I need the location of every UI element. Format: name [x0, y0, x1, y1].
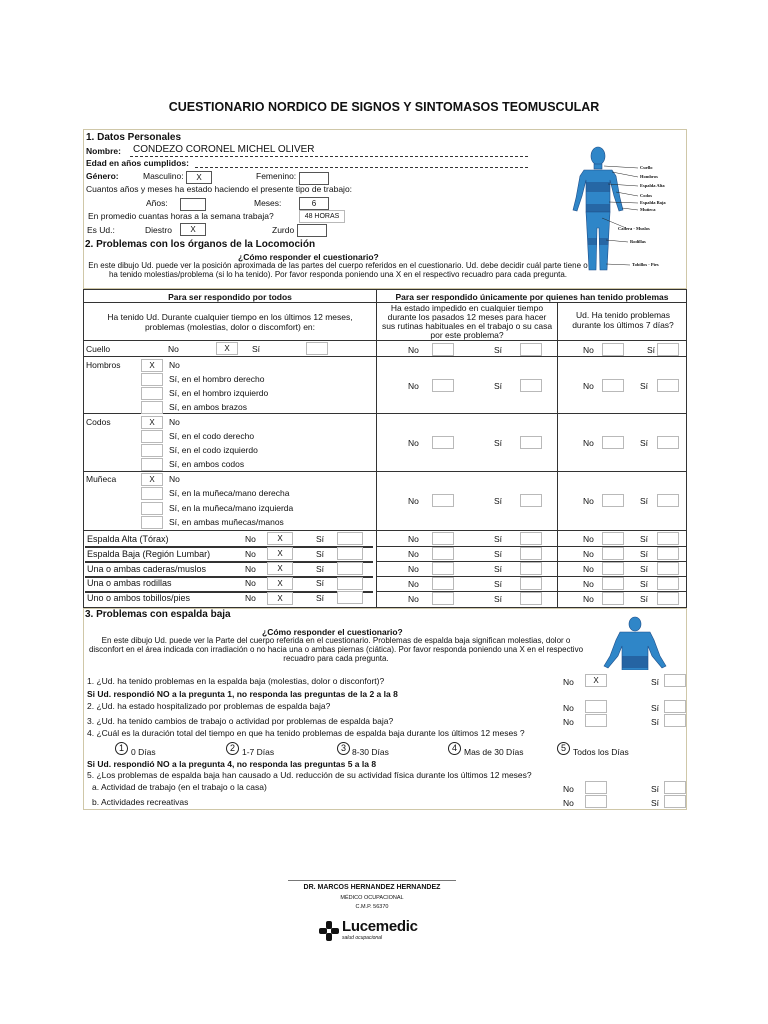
row-divider-cuello — [83, 356, 687, 357]
codos-imp-no-checkbox[interactable] — [432, 436, 454, 449]
q5a-no-checkbox[interactable] — [585, 781, 607, 794]
muneca-opt-3-label: Sí, en ambas muñecas/manos — [169, 517, 284, 527]
lower-back-figure-icon — [600, 616, 670, 670]
row-2-7d-no-label: No — [583, 564, 594, 574]
row-2-label: Una o ambas caderas/muslos — [87, 564, 207, 574]
muneca-opt-2-label: Sí, en la muñeca/mano izquierda — [169, 503, 294, 513]
muneca-imp-si-checkbox[interactable] — [520, 494, 542, 507]
edad-label: Edad en años cumplidos: — [86, 158, 189, 168]
hombros-label: Hombros — [86, 360, 121, 370]
q1-no-checkbox[interactable]: X — [585, 674, 607, 687]
muneca-opt-3-checkbox[interactable] — [141, 516, 163, 529]
cuello-si-checkbox[interactable] — [306, 342, 328, 355]
lucemedic-logo-text: Lucemedic — [342, 918, 418, 935]
lucemedic-logo-icon — [318, 920, 340, 942]
section3-how-title: ¿Cómo responder el cuestionario? — [262, 627, 403, 637]
codos-7d-si-checkbox[interactable] — [657, 436, 679, 449]
diestro-label: Diestro — [145, 225, 172, 235]
q5b-si-checkbox[interactable] — [664, 795, 686, 808]
row-2-no-label: No — [245, 564, 256, 574]
muneca-opt-0-checkbox[interactable]: X — [141, 473, 163, 486]
hombros-opt-2-label: Sí, en el hombro izquierdo — [169, 388, 269, 398]
row-3-7d-no-label: No — [583, 579, 594, 589]
q1-label: 1. ¿Ud. ha tenido problemas en la espalda baja (molestias, dolor o disconfort)? — [87, 676, 385, 686]
row-divider-muneca — [83, 530, 687, 531]
row-0-imp-si-checkbox[interactable] — [520, 532, 542, 545]
hombros-imp-no-checkbox[interactable] — [432, 379, 454, 392]
row-1-7d-no-checkbox[interactable] — [602, 547, 624, 560]
masculino-label: Masculino: — [143, 171, 184, 181]
section3-how-text: En este dibujo Ud. puede ver la Parte del cuerpo referida en el cuestionario. Problemas de espalda baja significan molestias, dolor o disconfort en el área indicada con irradiación o no hacia una o ambas piernas (ciática). Por favor responda poniendo una X en el respectivo recuadro para cada pregunta. — [88, 636, 584, 663]
row-0-7d-no-checkbox[interactable] — [602, 532, 624, 545]
subheader-divider — [83, 340, 687, 341]
duration-1-label: 0 Días — [131, 747, 156, 757]
nombre-value[interactable]: CONDEZO CORONEL MICHEL OLIVER — [133, 144, 315, 155]
row-1-no-label: No — [245, 549, 256, 559]
signature-role: MÉDICO OCUPACIONAL — [340, 895, 404, 901]
muneca-imp-no-label: No — [408, 496, 419, 506]
hombros-7d-si-label: Sí — [640, 381, 649, 391]
body-figure-icon — [560, 146, 682, 276]
codos-opt-2-checkbox[interactable] — [141, 444, 163, 457]
hombros-opt-3-checkbox[interactable] — [141, 401, 163, 414]
q3-si-checkbox[interactable] — [664, 714, 686, 727]
hombros-opt-0-label: No — [169, 360, 180, 370]
cuello-si-label: Sí — [252, 344, 261, 354]
row-4-7d-si-label: Sí — [640, 594, 649, 604]
row-0-no-checkbox[interactable]: X — [267, 532, 293, 545]
muneca-opt-1-label: Sí, en la muñeca/mano derecha — [169, 488, 290, 498]
duration-3-radio[interactable]: 3 — [337, 742, 350, 755]
hombros-opt-1-checkbox[interactable] — [141, 373, 163, 386]
col-header-all: Para ser respondido por todos — [168, 292, 292, 302]
row-2-si-checkbox[interactable] — [337, 562, 363, 575]
cuello-imp-no-checkbox[interactable] — [432, 343, 454, 356]
hombros-7d-no-label: No — [583, 381, 594, 391]
row-0-label: Espalda Alta (Tórax) — [87, 534, 169, 544]
q3-no-checkbox[interactable] — [585, 714, 607, 727]
duration-1-radio[interactable]: 1 — [115, 742, 128, 755]
signature-name: DR. MARCOS HERNANDEZ HERNANDEZ — [303, 884, 441, 891]
row-2-imp-no-checkbox[interactable] — [432, 562, 454, 575]
q1-si-checkbox[interactable] — [664, 674, 686, 687]
row-4-no-label: No — [245, 593, 256, 603]
row-0-si-checkbox[interactable] — [337, 532, 363, 545]
muneca-7d-no-checkbox[interactable] — [602, 494, 624, 507]
row-2-no-checkbox[interactable]: X — [267, 562, 293, 575]
duration-2-radio[interactable]: 2 — [226, 742, 239, 755]
horas-label: En promedio cuantas horas a la semana trabaja? — [88, 211, 274, 221]
row-4-7d-si-checkbox[interactable] — [657, 592, 679, 605]
section2-heading: 2. Problemas con los órganos de la Locomoción — [85, 239, 316, 250]
q5b-no-checkbox[interactable] — [585, 795, 607, 808]
cuello-7d-no-label: No — [583, 345, 594, 355]
duration-3-label: 8-30 Días — [352, 747, 389, 757]
row-0-7d-si-checkbox[interactable] — [657, 532, 679, 545]
duration-4-radio[interactable]: 4 — [448, 742, 461, 755]
cuello-imp-si-checkbox[interactable] — [520, 343, 542, 356]
row-1-si-checkbox[interactable] — [337, 547, 363, 560]
row-3-si-checkbox[interactable] — [337, 577, 363, 590]
codos-opt-1-checkbox[interactable] — [141, 430, 163, 443]
row-4-imp-si-checkbox[interactable] — [520, 592, 542, 605]
hombros-imp-si-checkbox[interactable] — [520, 379, 542, 392]
q5b-label: b. Actividades recreativas — [92, 797, 189, 807]
section3-heading: 3. Problemas con espalda baja — [85, 609, 231, 620]
row-0-7d-no-label: No — [583, 534, 594, 544]
duration-2-label: 1-7 Días — [242, 747, 275, 757]
row-4-imp-si-label: Sí — [494, 594, 503, 604]
row-2-7d-si-label: Sí — [640, 564, 649, 574]
row-1-imp-no-checkbox[interactable] — [432, 547, 454, 560]
header-divider — [83, 302, 687, 303]
row-3-imp-no-checkbox[interactable] — [432, 577, 454, 590]
femenino-label: Femenino: — [256, 171, 297, 181]
row-3-7d-si-label: Sí — [640, 579, 649, 589]
q5b-si-label: Sí — [651, 798, 660, 808]
row-0-underline — [85, 546, 373, 548]
section1-heading: 1. Datos Personales — [86, 132, 182, 143]
muneca-7d-si-checkbox[interactable] — [657, 494, 679, 507]
nombre-label: Nombre: — [86, 146, 121, 156]
q5a-si-label: Sí — [651, 784, 660, 794]
cuello-label: Cuello — [86, 344, 111, 354]
row-4-7d-no-label: No — [583, 594, 594, 604]
row-0-imp-no-checkbox[interactable] — [432, 532, 454, 545]
q5b-no-label: No — [563, 798, 574, 808]
row-1-label: Espalda Baja (Región Lumbar) — [87, 549, 211, 559]
q3-label: 3. ¿Ud. ha tenido cambios de trabajo o actividad por problemas de espalda baja? — [87, 716, 394, 726]
anos-label: Años: — [146, 198, 168, 208]
muneca-opt-1-checkbox[interactable] — [141, 487, 163, 500]
muneca-imp-no-checkbox[interactable] — [432, 494, 454, 507]
row-4-si-label: Sí — [316, 593, 325, 603]
body-label-cuello: Cuello — [640, 165, 653, 170]
row-0-7d-si-label: Sí — [640, 534, 649, 544]
hombros-imp-si-label: Sí — [494, 381, 503, 391]
row-2-si-label: Sí — [316, 564, 325, 574]
codos-7d-no-label: No — [583, 438, 594, 448]
lucemedic-logo-subtitle: salud ocupacional — [342, 935, 383, 941]
codos-imp-si-label: Sí — [494, 438, 503, 448]
cuello-7d-no-checkbox[interactable] — [602, 343, 624, 356]
genero-label: Género: — [86, 171, 119, 181]
cuello-7d-si-label: Sí — [647, 345, 656, 355]
row-divider-hombros — [83, 413, 687, 414]
note-q4: Si Ud. respondió NO a la pregunta 4, no responda las preguntas 5 a la 8 — [87, 759, 377, 769]
codos-opt-0-checkbox[interactable]: X — [141, 416, 163, 429]
muneca-opt-2-checkbox[interactable] — [141, 502, 163, 515]
hombros-opt-1-label: Sí, en el hombro derecho — [169, 374, 265, 384]
section2-how-title: ¿Cómo responder el cuestionario? — [238, 252, 379, 262]
question-impedido: Ha estado impedido en cualquier tiempo durante los pasados 12 meses para hacer sus rutinas habituales en el trabajo o su casa por este problema? — [381, 303, 553, 340]
q3-no-label: No — [563, 717, 574, 727]
q2-no-checkbox[interactable] — [585, 700, 607, 713]
duration-5-radio[interactable]: 5 — [557, 742, 570, 755]
signature-line — [288, 880, 456, 881]
row-2-7d-no-checkbox[interactable] — [602, 562, 624, 575]
row-3-imp-si-label: Sí — [494, 579, 503, 589]
duration-4-label: Mas de 30 Días — [464, 747, 524, 757]
row-1-si-label: Sí — [316, 549, 325, 559]
row-1-imp-si-label: Sí — [494, 549, 503, 559]
row-4-7d-no-checkbox[interactable] — [602, 592, 624, 605]
cuello-no-label: No — [168, 344, 179, 354]
question-12-months: Ha tenido Ud. Durante cualquier tiempo en los últimos 12 meses, problemas (molestias, dolor o discomfort) en: — [107, 312, 353, 332]
row-4-imp-no-checkbox[interactable] — [432, 592, 454, 605]
codos-opt-2-label: Sí, en el codo izquierdo — [169, 445, 258, 455]
codos-label: Codos — [86, 417, 111, 427]
diestro-checkbox[interactable]: X — [180, 223, 206, 236]
signature-cmp: C.M.P. 56370 — [355, 904, 389, 910]
hombros-opt-3-label: Sí, en ambos brazos — [169, 402, 247, 412]
body-label-muneca: Muñeca — [640, 207, 656, 212]
row-4-no-checkbox[interactable]: X — [267, 592, 293, 605]
row-3-si-label: Sí — [316, 578, 325, 588]
body-label-cadera: Cadera - Muslos — [618, 226, 650, 231]
muneca-imp-si-label: Sí — [494, 496, 503, 506]
muneca-opt-0-label: No — [169, 474, 180, 484]
row-1-underline — [85, 561, 373, 563]
q5a-label: a. Actividad de trabajo (en el trabajo o la casa) — [92, 782, 267, 792]
q5a-si-checkbox[interactable] — [664, 781, 686, 794]
q4-label: 4. ¿Cuál es la duración total del tiempo en que ha tenido problemas de espalda baja durante los últimos 12 meses ? — [87, 728, 525, 738]
codos-7d-si-label: Sí — [640, 438, 649, 448]
hombros-opt-2-checkbox[interactable] — [141, 387, 163, 400]
horas-input[interactable]: 48 HORAS — [299, 210, 345, 223]
muneca-label: Muñeca — [86, 474, 117, 484]
row-3-no-label: No — [245, 578, 256, 588]
row-4-label: Uno o ambos tobillos/pies — [87, 593, 191, 603]
row-0-imp-no-label: No — [408, 534, 419, 544]
meses-label: Meses: — [254, 198, 282, 208]
q2-no-label: No — [563, 703, 574, 713]
q1-si-label: Sí — [651, 677, 660, 687]
anos-input[interactable] — [180, 198, 206, 211]
edad-underline — [195, 167, 528, 168]
body-label-tobillos: Tobillos - Pies — [632, 262, 659, 267]
codos-opt-1-label: Sí, en el codo derecho — [169, 431, 255, 441]
row-0-no-label: No — [245, 534, 256, 544]
section2-how-text: En este dibujo Ud. puede ver la posición aproximada de las partes del cuerpo referidos en el cuestionario. Ud. debe decidir cuál parte tiene o ha tenido molestias/problema (si lo ha tenido). Por favor responda poniendo una X en el respectivo recuadro para cada pregunta. — [88, 261, 588, 279]
row-2-imp-no-label: No — [408, 564, 419, 574]
row-3-imp-si-checkbox[interactable] — [520, 577, 542, 590]
row-1-imp-si-checkbox[interactable] — [520, 547, 542, 560]
row-1-imp-no-label: No — [408, 549, 419, 559]
q2-si-label: Sí — [651, 703, 660, 713]
row-divider-codos — [83, 471, 687, 472]
col-divider-2 — [557, 302, 558, 608]
row-3-label: Una o ambas rodillas — [87, 578, 172, 588]
col-header-problems: Para ser respondido únicamente por quienes han tenido problemas — [395, 292, 669, 302]
q5a-no-label: No — [563, 784, 574, 794]
row-1-7d-no-label: No — [583, 549, 594, 559]
row-1-7d-si-checkbox[interactable] — [657, 547, 679, 560]
body-label-hombros: Hombros — [640, 174, 658, 179]
row-4-si-checkbox[interactable] — [337, 591, 363, 604]
muneca-7d-si-label: Sí — [640, 496, 649, 506]
row-1-7d-si-label: Sí — [640, 549, 649, 559]
duration-5-label: Todos los Días — [573, 747, 629, 757]
row-4-imp-no-label: No — [408, 594, 419, 604]
q3-si-label: Sí — [651, 717, 660, 727]
trabajo-label: Cuantos años y meses ha estado haciendo el presente tipo de trabajo: — [86, 184, 353, 194]
body-label-codos: Codos — [640, 193, 653, 198]
body-label-espalda-baja: Espalda Baja — [640, 200, 666, 205]
hombros-7d-si-checkbox[interactable] — [657, 379, 679, 392]
codos-opt-0-label: No — [169, 417, 180, 427]
esud-label: Es Ud.: — [87, 225, 115, 235]
body-label-rodillas: Rodillas — [630, 239, 646, 244]
meses-input[interactable]: 6 — [299, 197, 329, 210]
note-q1: Si Ud. respondió NO a la pregunta 1, no responda las preguntas de la 2 a la 8 — [87, 689, 398, 699]
hombros-imp-no-label: No — [408, 381, 419, 391]
codos-7d-no-checkbox[interactable] — [602, 436, 624, 449]
zurdo-label: Zurdo — [272, 225, 295, 235]
codos-imp-no-label: No — [408, 438, 419, 448]
codos-opt-3-checkbox[interactable] — [141, 458, 163, 471]
row-3-7d-si-checkbox[interactable] — [657, 577, 679, 590]
q2-si-checkbox[interactable] — [664, 700, 686, 713]
codos-opt-3-label: Sí, en ambos codos — [169, 459, 245, 469]
page-title: CUESTIONARIO NORDICO DE SIGNOS Y SINTOMASOS TEOMUSCULAR — [168, 100, 600, 114]
cuello-imp-no-label: No — [408, 345, 419, 355]
row-3-no-checkbox[interactable]: X — [267, 577, 293, 590]
masculino-checkbox[interactable]: X — [186, 171, 212, 184]
body-label-espalda-alta: Espalda Alta — [640, 183, 665, 188]
cuello-7d-si-checkbox[interactable] — [657, 343, 679, 356]
q1-no-label: No — [563, 677, 574, 687]
row-3-imp-no-label: No — [408, 579, 419, 589]
row-2-imp-si-checkbox[interactable] — [520, 562, 542, 575]
row-0-imp-si-label: Sí — [494, 534, 503, 544]
nombre-underline — [130, 156, 528, 157]
cuello-imp-si-label: Sí — [494, 345, 503, 355]
row-1-no-checkbox[interactable]: X — [267, 547, 293, 560]
row-2-imp-si-label: Sí — [494, 564, 503, 574]
muneca-7d-no-label: No — [583, 496, 594, 506]
q2-label: 2. ¿Ud. ha estado hospitalizado por problemas de espalda baja? — [87, 701, 331, 711]
row-0-si-label: Sí — [316, 534, 325, 544]
hombros-opt-0-checkbox[interactable]: X — [141, 359, 163, 372]
cuello-no-checkbox[interactable]: X — [216, 342, 238, 355]
hombros-7d-no-checkbox[interactable] — [602, 379, 624, 392]
question-7-days: Ud. Ha tenido problemas durante los últimos 7 días? — [572, 310, 674, 330]
row-2-7d-si-checkbox[interactable] — [657, 562, 679, 575]
zurdo-checkbox[interactable] — [297, 224, 327, 237]
row-3-7d-no-checkbox[interactable] — [602, 577, 624, 590]
q5-label: 5. ¿Los problemas de espalda baja han causado a Ud. reducción de su actividad física durante los últimos 12 meses? — [87, 770, 532, 780]
codos-imp-si-checkbox[interactable] — [520, 436, 542, 449]
